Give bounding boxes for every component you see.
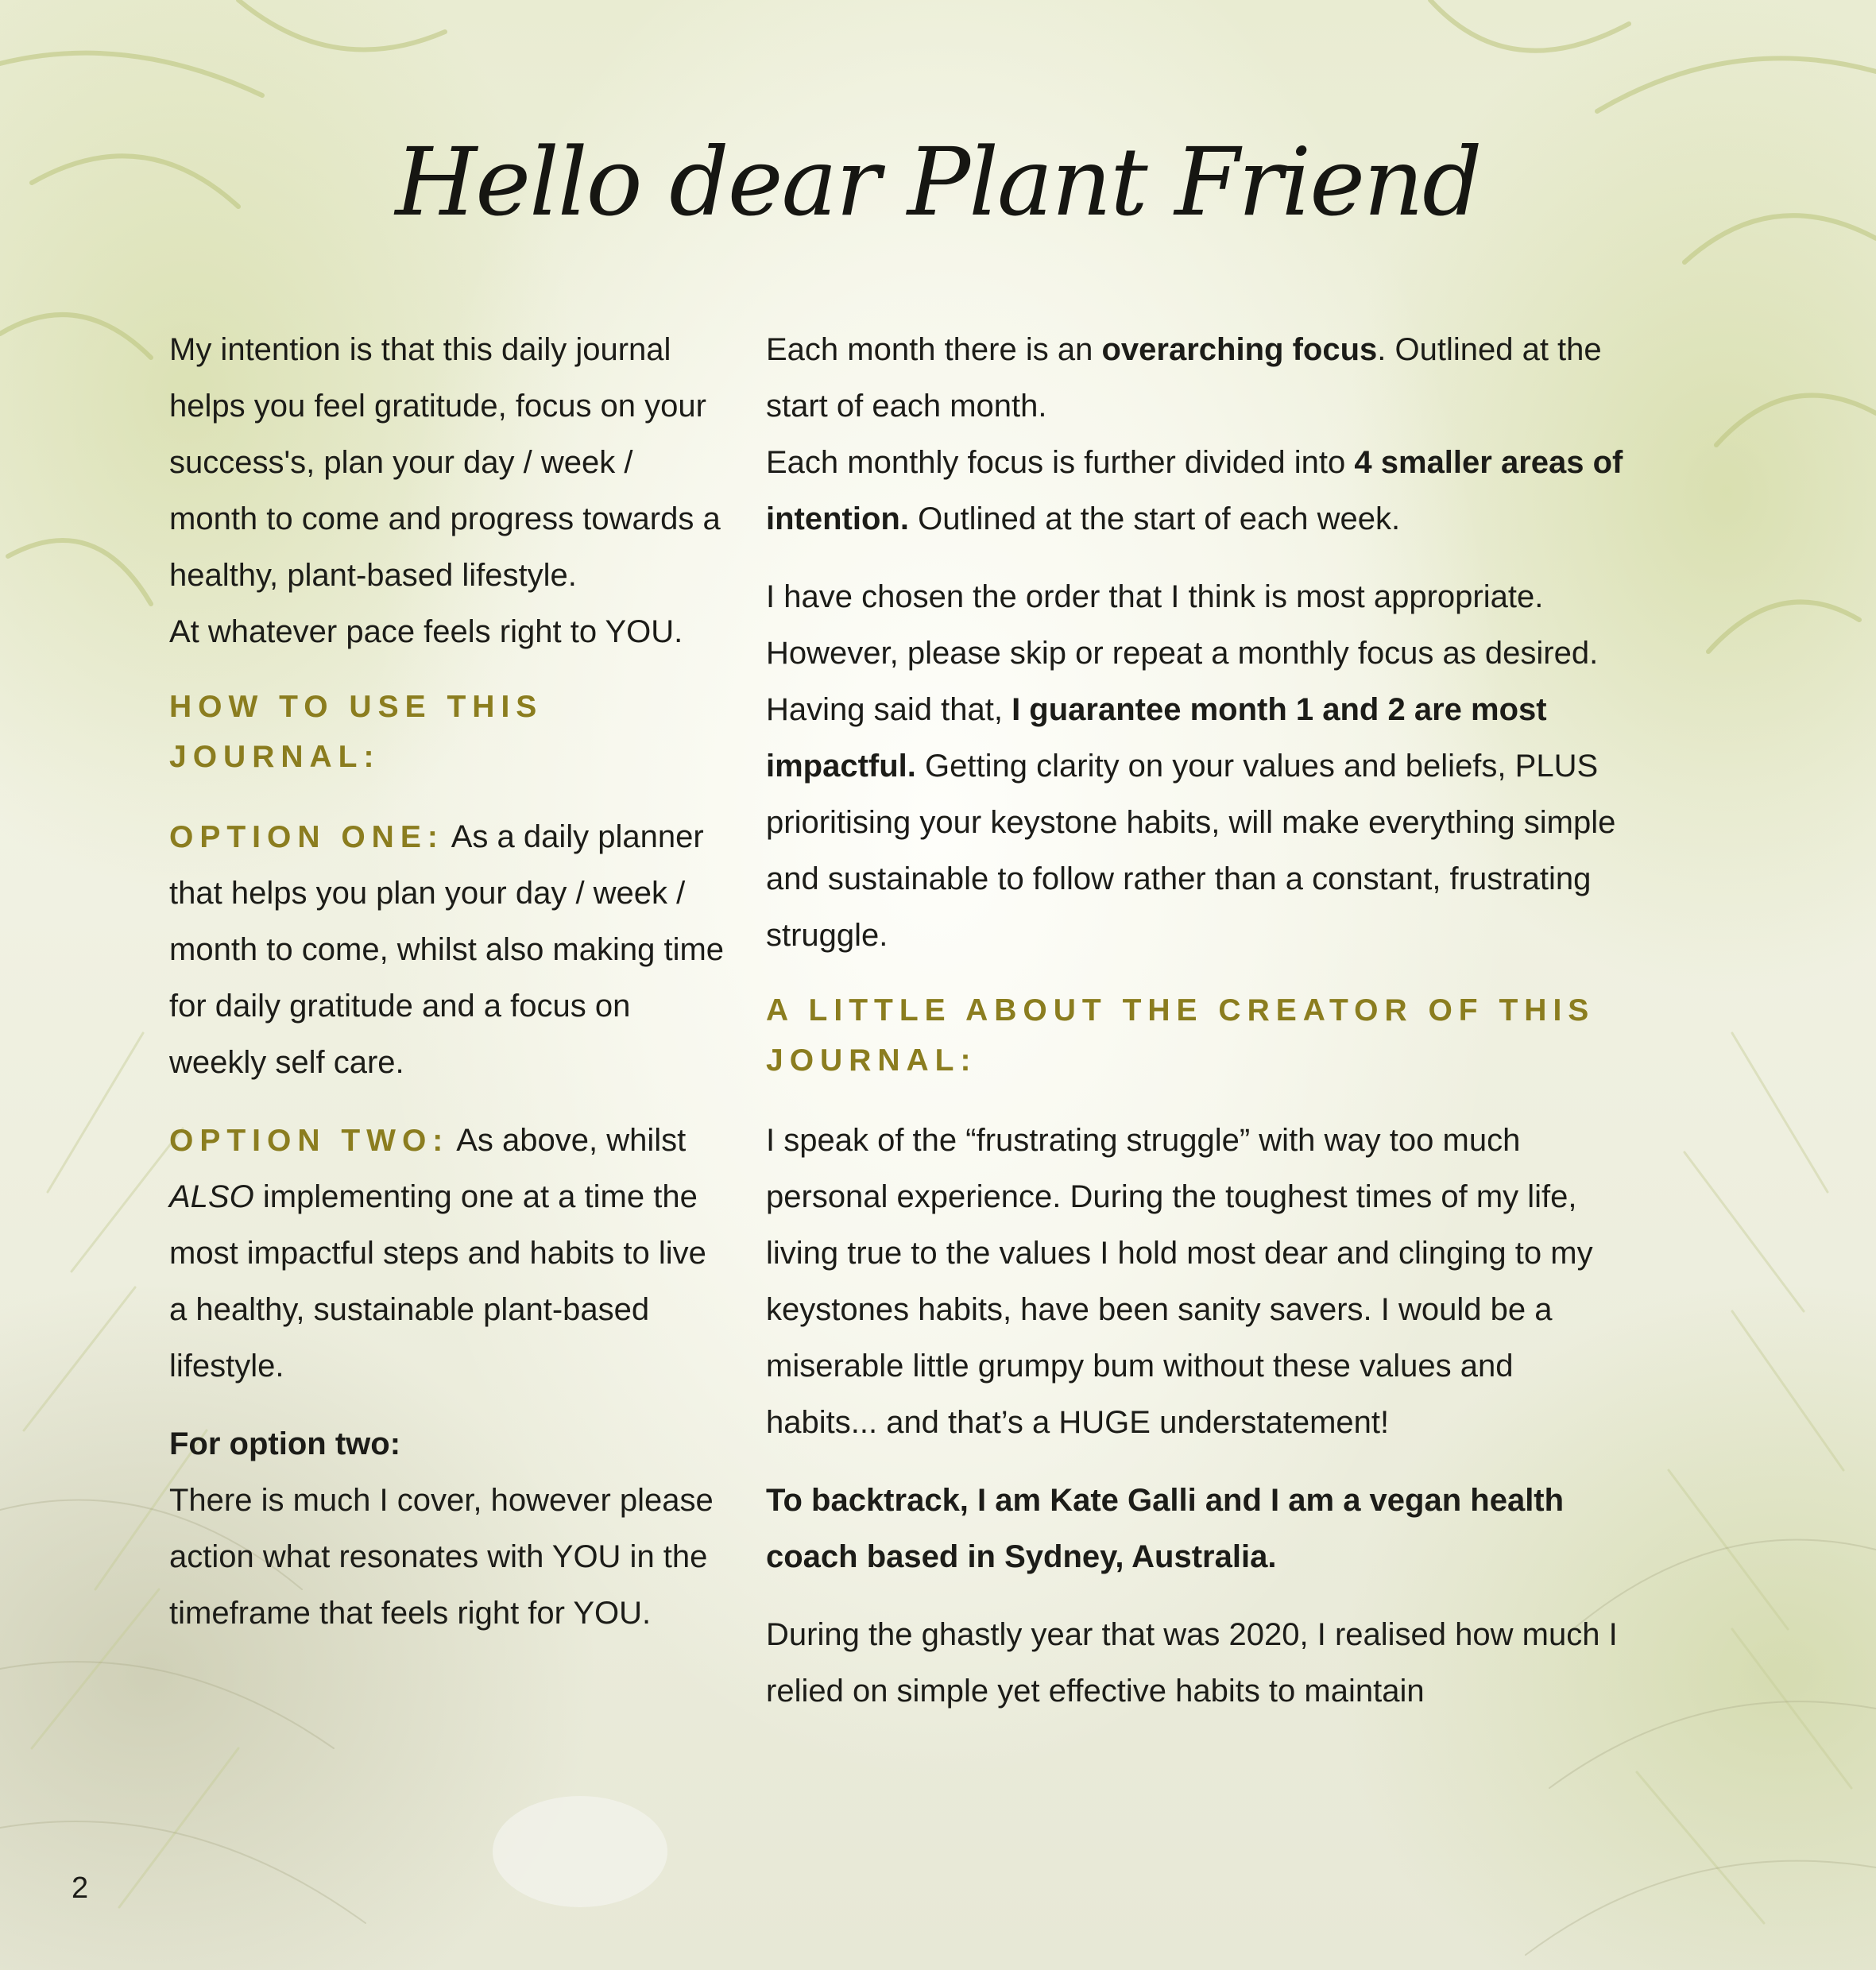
- smaller-areas-bold: 4 smaller areas of intention.: [766, 445, 1623, 536]
- right-column: [766, 322, 1628, 1720]
- page-title: Hello dear Plant Friend: [395, 127, 1481, 237]
- option-two-text-a: As above, whilst: [456, 1123, 687, 1158]
- intro-paragraph-2: At whatever pace feels right to YOU.: [169, 614, 683, 649]
- struggle-paragraph: I speak of the “frustrating struggle” with way too much personal experience. During the toughest times of my life, living true to the values I hold most dear and clinging to my keystones habits, have been sanity savers. I would be a miserable little grumpy bum without these values and habits... and that’s a HUGE understatement!: [766, 1123, 1593, 1440]
- for-option-two-label: For option two:: [169, 1426, 401, 1461]
- overarching-focus-bold: overarching focus: [1101, 332, 1378, 367]
- how-to-use-heading: HOW TO USE THIS JOURNAL:: [169, 690, 543, 774]
- option-two-italic: ALSO: [169, 1179, 254, 1214]
- guarantee-bold: I guarantee month 1 and 2 are most impactful.: [766, 692, 1547, 784]
- option-two-label: OPTION TWO:: [169, 1124, 450, 1158]
- left-column: [169, 322, 729, 1642]
- option-one-paragraph: [169, 809, 729, 1091]
- monthly-focus-paragraph: Each month there is an overarching focus. Outlined at the start of each month.: [766, 332, 1602, 424]
- option-one-label: OPTION ONE:: [169, 820, 444, 854]
- intro-paragraph: My intention is that this daily journal helps you feel gratitude, focus on your success's, plan your day / week / month to come and progress towards a healthy, plant-based lifestyle.: [169, 332, 721, 593]
- option-one-text: As a daily planner that helps you plan your day / week / month to come, whilst also making time for daily gratitude and a focus on weekly self care.: [169, 819, 725, 1080]
- option-two-text-b: implementing one at a time the most impactful steps and habits to live a healthy, sustainable plant-based lifestyle.: [169, 1179, 706, 1384]
- order-paragraph: I have chosen the order that I think is most appropriate. However, please skip or repeat a monthly focus as desired. Having said that, I guarantee month 1 and 2 are most impactful. Getting clarity on your values and beliefs, PLUS prioritising your keystone habits, will make everything simple and sustainable to follow rather than a constant, frustrating struggle.: [766, 579, 1616, 953]
- year-2020-paragraph: During the ghastly year that was 2020, I realised how much I relied on simple yet effective habits to maintain: [766, 1617, 1618, 1709]
- for-option-two-text: There is much I cover, however please action what resonates with YOU in the timeframe that feels right for YOU.: [169, 1483, 714, 1631]
- author-intro-paragraph: To backtrack, I am Kate Galli and I am a vegan health coach based in Sydney, Australia.: [766, 1483, 1565, 1574]
- option-two-paragraph: [169, 1113, 729, 1395]
- page-number: 2: [72, 1871, 89, 1905]
- smaller-areas-paragraph: Each monthly focus is further divided into 4 smaller areas of intention. Outlined at the start of each week.: [766, 445, 1623, 536]
- creator-heading: A LITTLE ABOUT THE CREATOR OF THIS JOURNAL:: [766, 993, 1596, 1078]
